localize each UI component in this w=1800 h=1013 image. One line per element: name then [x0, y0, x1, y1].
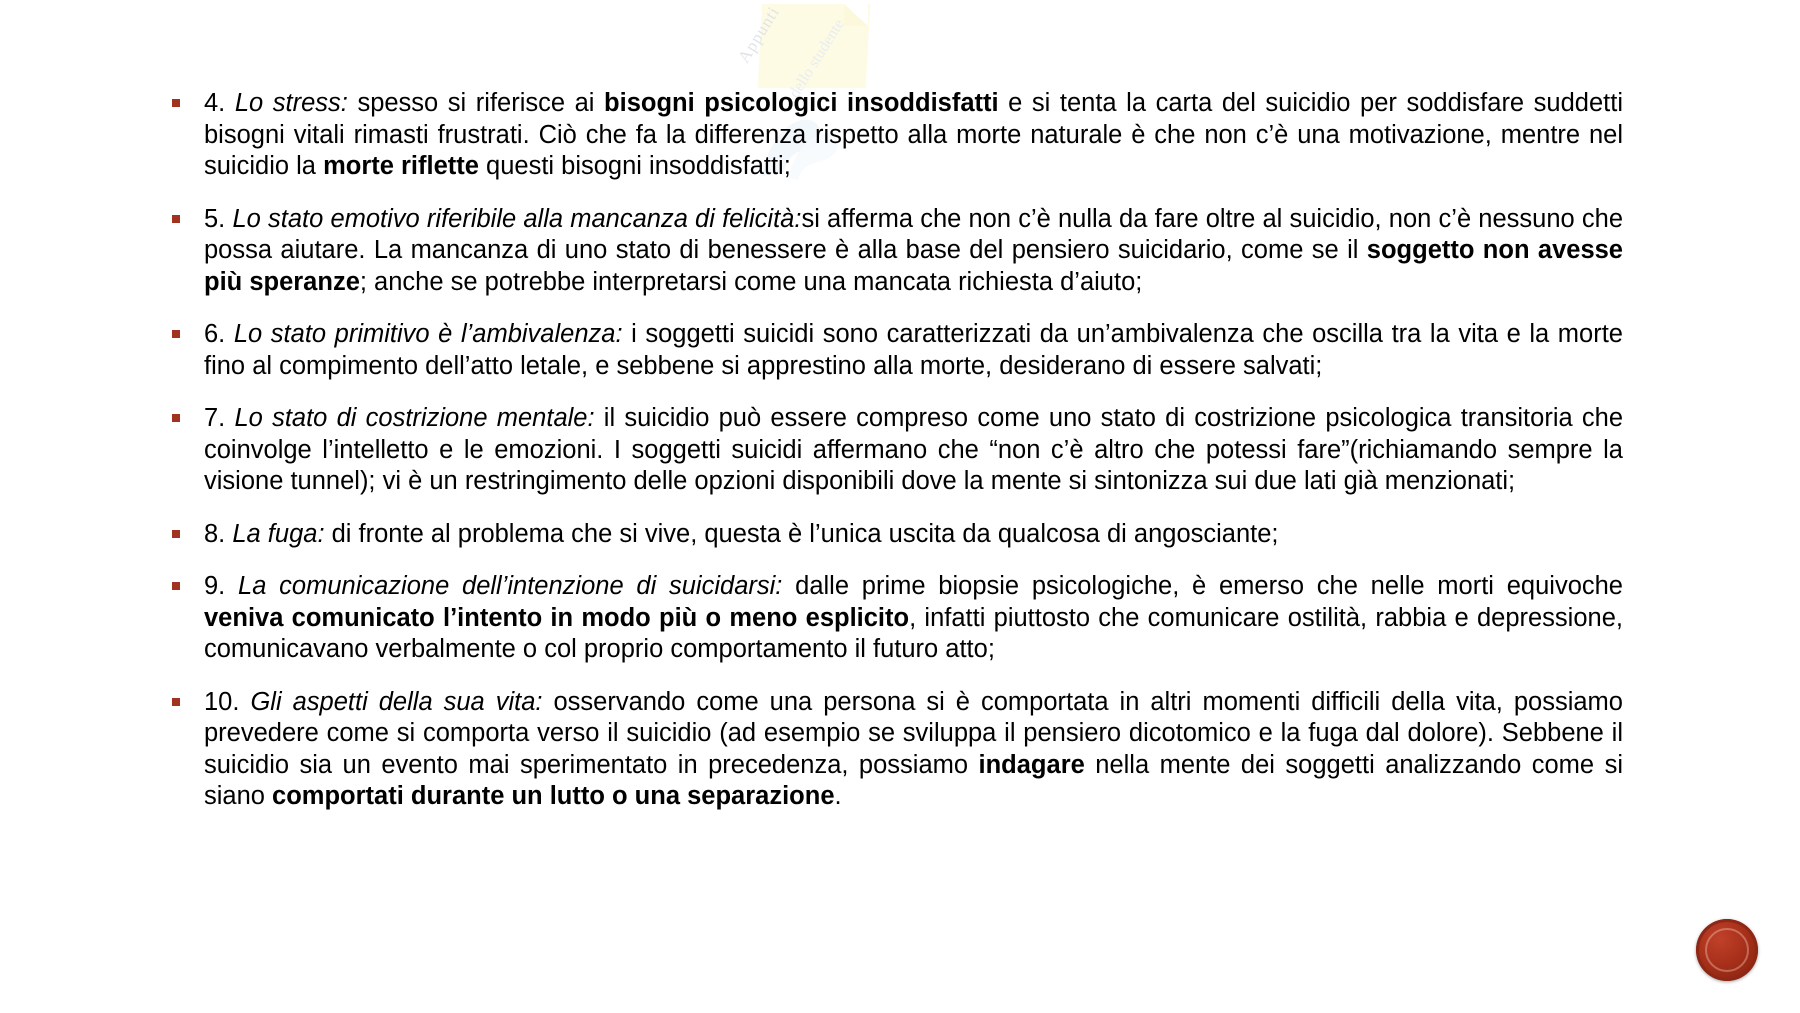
text-run: Lo stress: — [234, 89, 348, 117]
bullet-list — [168, 88, 1623, 813]
text-run: spesso si riferisce ai — [347, 89, 605, 117]
red-wax-seal — [1696, 919, 1758, 981]
text-run: comportati durante un lutto o una separazione — [272, 782, 835, 810]
text-run: 5. — [204, 204, 233, 233]
bullet-item — [168, 687, 1623, 813]
text-run: di fronte al problema che si vive, questa è l’unica uscita da qualcosa di angosciante; — [324, 519, 1279, 548]
bullet-marker-icon — [172, 530, 180, 538]
bullet-item — [168, 204, 1623, 299]
text-run: 6. — [204, 320, 234, 348]
text-run: questi bisogni insoddisfatti; — [478, 152, 791, 180]
text-run: soggetto non avesse più speranze — [204, 236, 1623, 296]
bullet-item — [168, 88, 1623, 183]
text-run: Lo stato di costrizione mentale: — [234, 404, 595, 432]
bullet-marker-icon — [172, 215, 180, 223]
text-run: e si tenta la carta del suicidio per soddisfare suddetti bisogni vitali rimasti frustrati. Ciò che fa la differenza rispetto alla morte naturale è che non c’è una motivazione, mentre nel suicidio la — [204, 89, 1623, 180]
text-run: nella mente dei soggetti analizzando come si siano — [204, 750, 1623, 810]
text-run: i soggetti suicidi sono caratterizzati da un’ambivalenza che oscilla tra la vita e la morte fino al compimento dell’atto letale, e sebbene si apprestino alla morte, desiderano di essere salvati; — [204, 320, 1623, 380]
text-run: si afferma che non c’è nulla da fare oltre al suicidio, non c’è nessuno che possa aiutare. La mancanza di uno stato di benessere è alla base del pensiero suicidario, come se il — [204, 204, 1623, 264]
text-run: 10. — [204, 687, 251, 716]
text-run: il suicidio può essere compreso come uno stato di costrizione psicologica transitoria che coinvolge l’intelletto e le emozioni. I soggetti suicidi affermano che “non c’è altro che potessi fare”(richiamando sempre la visione tunnel); vi è un restringimento delle opzioni disponibili dove la mente si sintonizza sui due lati già menzionati; — [204, 404, 1624, 495]
bullet-item — [168, 571, 1623, 666]
watermark-text-line1: Appunti — [734, 2, 784, 67]
bullet-item — [168, 403, 1623, 498]
bullet-item — [168, 519, 1623, 551]
text-run: , infatti piuttosto che comunicare ostilità, rabbia e depressione, comunicavano verbalmente o col proprio comportamento il futuro atto; — [204, 603, 1623, 663]
bullet-marker-icon — [172, 582, 180, 590]
text-run: 8. — [204, 519, 233, 548]
text-run: dalle prime biopsie psicologiche, è emerso che nelle morti equivoche — [782, 572, 1623, 600]
watermark-text-line2: dello studente — [786, 16, 848, 102]
text-run: La comunicazione dell’intenzione di suicidarsi: — [238, 572, 783, 600]
text-run: ; anche se potrebbe interpretarsi come una mancata richiesta d’aiuto; — [359, 267, 1143, 296]
text-run: Lo stato emotivo riferibile alla mancanza di felicità: — [232, 204, 802, 233]
text-run: Gli aspetti della sua vita: — [250, 687, 543, 716]
text-run: osservando come una persona si è comportata in altri momenti difficili della vita, possiamo prevedere come si comporta verso il suicidio (ad esempio se sviluppa il pensiero dicotomico e la fuga dal dolore). Sebbene il suicidio sia un evento mai sperimentato in precedenza, possiamo — [204, 687, 1623, 779]
bullet-marker-icon — [172, 414, 180, 422]
text-run: 9. — [204, 572, 239, 600]
text-run: morte riflette — [323, 152, 479, 180]
text-run: 7. — [204, 404, 235, 432]
bullet-marker-icon — [172, 330, 180, 338]
text-run: 4. — [204, 89, 235, 117]
text-run: La fuga: — [232, 519, 325, 548]
text-run: bisogni psicologici insoddisfatti — [604, 89, 999, 117]
bullet-marker-icon — [172, 99, 180, 107]
bullet-marker-icon — [172, 698, 180, 706]
text-run: . — [834, 782, 842, 810]
text-run: Lo stato primitivo è l’ambivalenza: — [233, 320, 623, 348]
text-run: veniva comunicato l’intento in modo più o meno esplicito — [204, 603, 910, 632]
text-run: indagare — [978, 750, 1085, 779]
bullet-item — [168, 319, 1623, 382]
seal-glyph — [1696, 919, 1758, 981]
